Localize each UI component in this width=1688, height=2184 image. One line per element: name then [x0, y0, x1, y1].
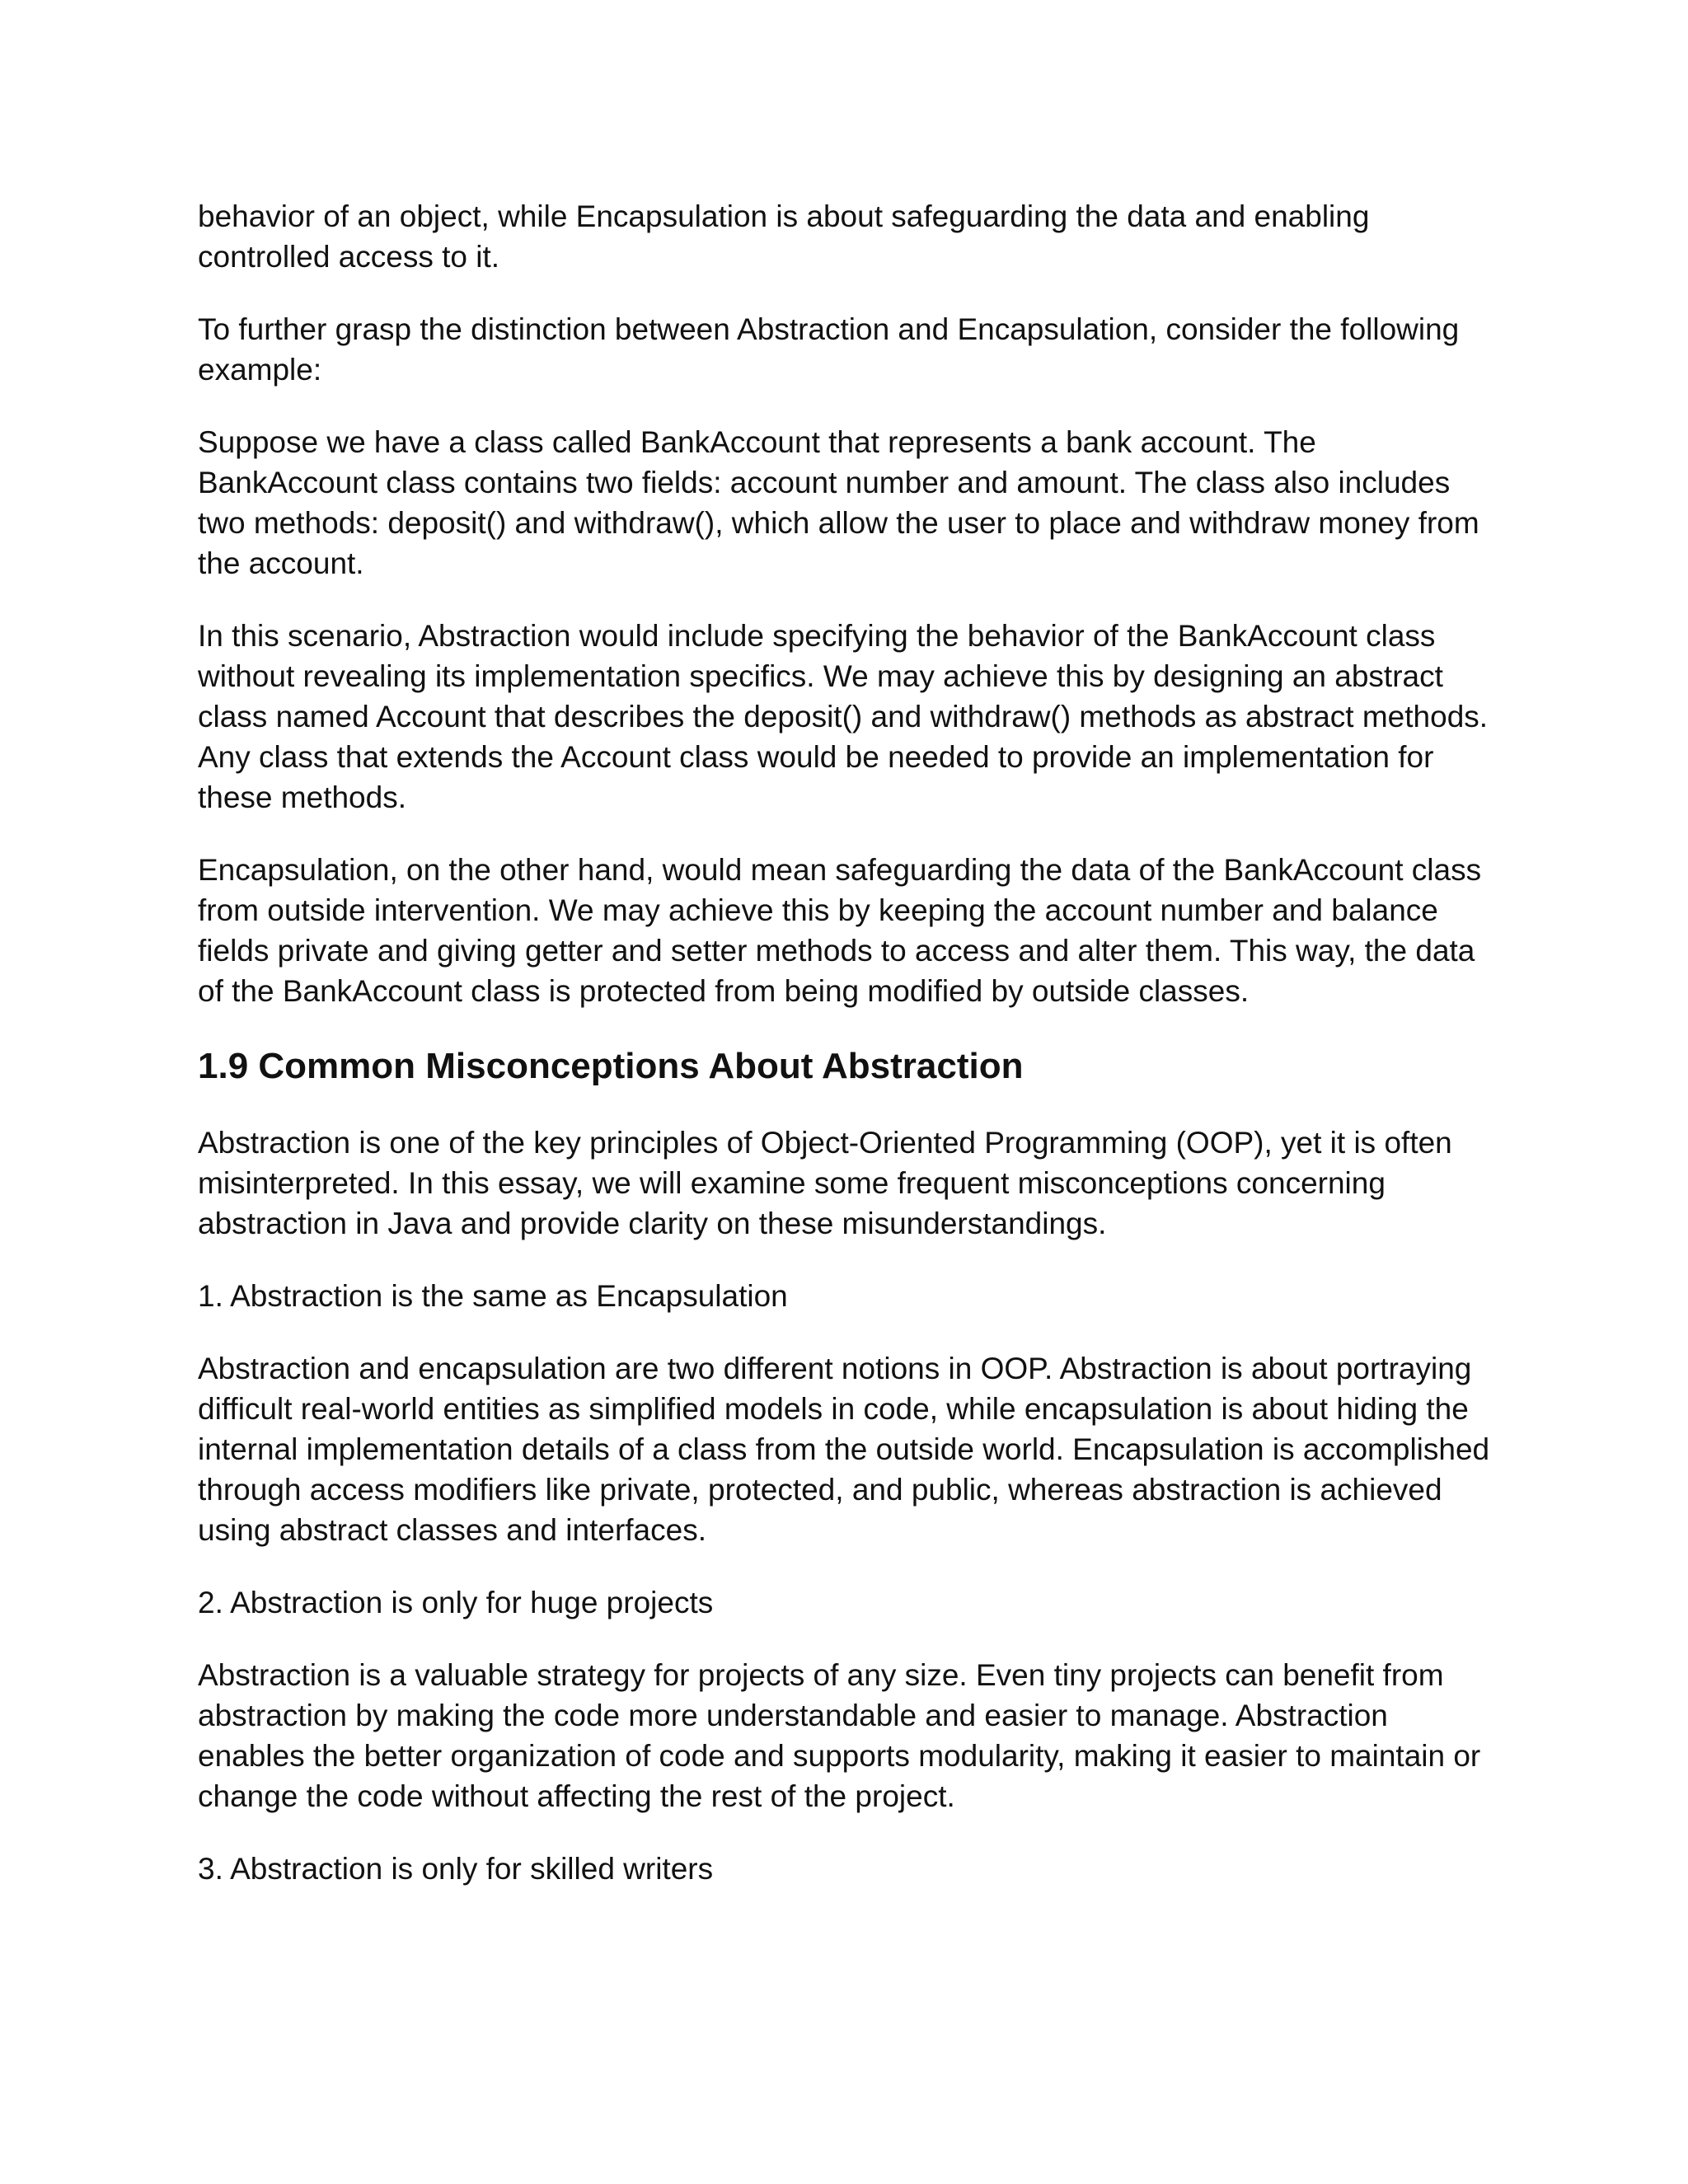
paragraph-misconception-2-explanation: Abstraction is a valuable strategy for projects of any size. Even tiny projects can benefit from abstraction by making the code more understandable and easier to manage. Abstraction enables the better organization of code and supports modularity, making it easier to maintain or change the code without affecting the rest of the project. [198, 1658, 1481, 1813]
paragraph-misconception-1-explanation: Abstraction and encapsulation are two different notions in OOP. Abstraction is about portraying difficult real-world entities as simplified models in code, while encapsulation is about hiding the internal implementation details of a class from the outside world. Encapsulation is accomplished through access modifiers like private, protected, and public, whereas abstraction is achieved using abstract classes and interfaces. [198, 1352, 1490, 1547]
misconception-item-3: 3. Abstraction is only for skilled writers [198, 1852, 714, 1886]
paragraph-misconceptions-intro: Abstraction is one of the key principles of Object-Oriented Programming (OOP), yet it is often misinterpreted. In this essay, we will examine some frequent misconceptions concerning abstraction in Java and provide clarity on these misunderstandings. [198, 1126, 1452, 1240]
section-heading: 1.9 Common Misconceptions About Abstraction [198, 1046, 1024, 1086]
misconception-item-1: 1. Abstraction is the same as Encapsulation [198, 1279, 788, 1313]
paragraph-abstraction-scenario: In this scenario, Abstraction would include specifying the behavior of the BankAccount class without revealing its implementation specifics. We may achieve this by designing an abstract class named Account that describes the deposit() and withdraw() methods as abstract methods. Any class that extends the Account class would be needed to provide an implementation for these methods. [198, 619, 1489, 814]
paragraph-encapsulation-scenario: Encapsulation, on the other hand, would mean safeguarding the data of the BankAccount class from outside intervention. We may achieve this by keeping the account number and balance fields private and giving getter and setter methods to access and alter them. This way, the data of the BankAccount class is protected from being modified by outside classes. [198, 853, 1482, 1008]
paragraph-example-intro: To further grasp the distinction between Abstraction and Encapsulation, consider the following example: [198, 312, 1460, 387]
paragraph-bankaccount-example: Suppose we have a class called BankAccount that represents a bank account. The BankAccount class contains two fields: account number and amount. The class also includes two methods: deposit() and withdraw(), which allow the user to place and withdraw money from the account. [198, 425, 1479, 580]
document-body [198, 196, 1492, 1921]
paragraph-encapsulation-summary: behavior of an object, while Encapsulation is about safeguarding the data and enabling controlled access to it. [198, 199, 1370, 274]
misconception-item-2: 2. Abstraction is only for huge projects [198, 1586, 714, 1619]
